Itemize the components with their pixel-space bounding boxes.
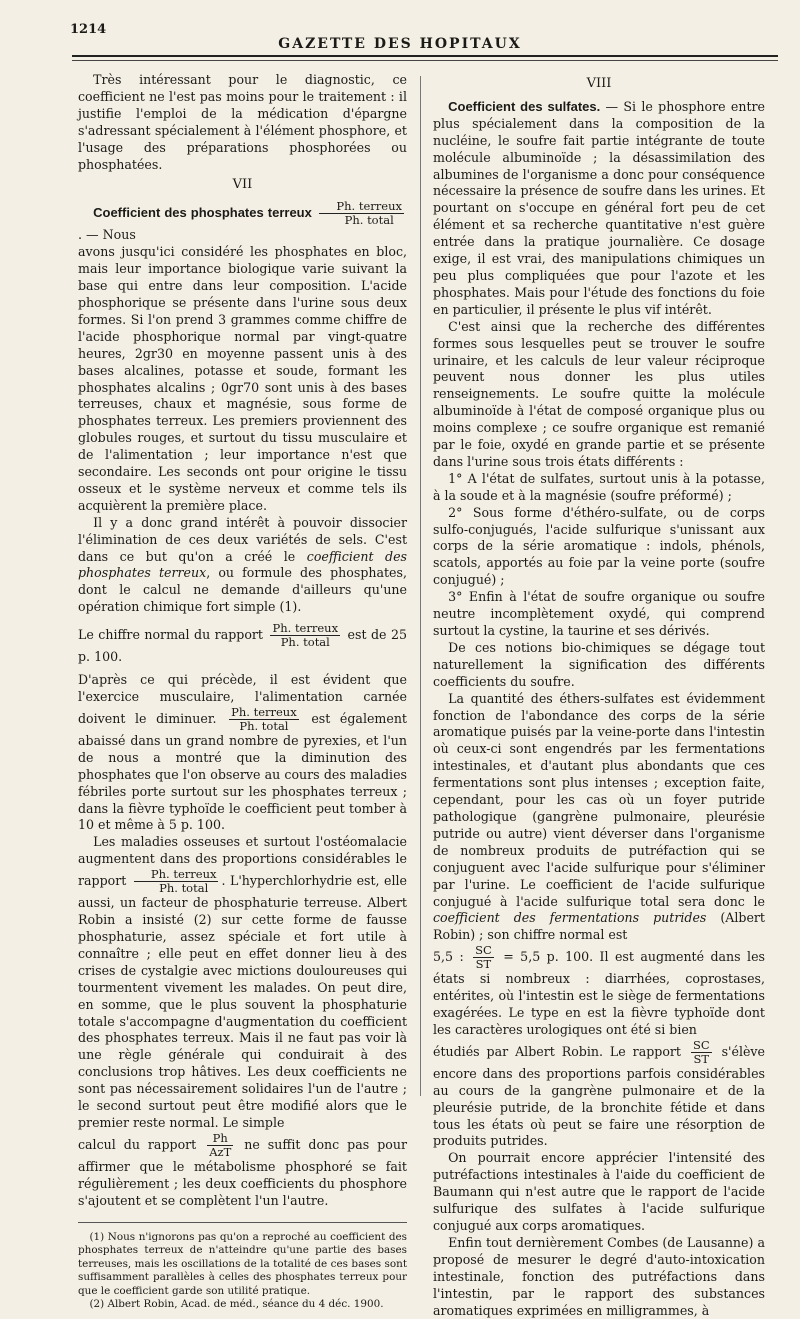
- text-span: est également abaissé dans un grand nombre de pyrexies, et l'un de nous a montré que la diminution des phosphates que l'on observe au cours des maladies fébriles porte surtout sur les phosphates terreux ; dans la fièvre typhoïde le coefficient peut tomber à 10 et même à 5 p. 100.: [78, 710, 407, 833]
- right-column: [433, 72, 765, 1319]
- text-span: , ou formule des phosphates, dont le calcul ne demande d'ailleurs qu'une opération chimique fort simple (1).: [78, 565, 407, 615]
- fraction-denominator: Ph. total: [159, 881, 209, 896]
- text-span: ne suffit donc pas pour affirmer que le métabolisme phosphoré se fait régulièrement ; les deux coefficients du phosphore s'ajoutent et se complètent l'un l'autre.: [78, 1136, 407, 1208]
- text-span: calcul du rapport: [78, 1136, 197, 1152]
- paragraph-sc-st: [433, 944, 765, 1039]
- fraction-denominator: Ph. total: [344, 213, 394, 228]
- page-number: 1214: [70, 22, 107, 37]
- sc-st-fraction: [473, 944, 494, 971]
- header-rule-thin: [72, 60, 778, 61]
- ratio-fraction: [229, 706, 299, 733]
- text-span: . L'hyperchlorhydrie est, elle aussi, un facteur de phosphaturie terreuse. Albert Robin a insisté (2) sur cette forme de fausse phosphaturie, assez spéciale et fort utile à connaître ; elle peut en effet donner lieu à des crises de cystalgie avec mictions douloureuses qui tourmentent vivement les malades. On peut dire, en somme, que le plus souvent la phosphaturie totale s'accompagne d'augmentation du coefficient des phosphates terreux. Mais il ne faut pas voir là une règle générale qui conduirait à des conclusions trop hâtives. Les deux coefficients ne sont pas nécessairement solidaires l'un de l'autre ; le second surtout peut être modifié alors que le premier reste normal. Le simple: [78, 873, 407, 1130]
- fraction-numerator: Ph. terreux: [231, 704, 297, 719]
- text-span: étudiés par Albert Robin. Le rapport: [433, 1043, 681, 1059]
- footnote-1: (1) Nous n'ignorons pas qu'on a reproché au coefficient des phosphates terreux de n'atteindre qu'une partie des bases terreuses, mais les oscillations de la totalité de ces bases sont suffisamment parallèles à celles des phosphates terreux pour que le coefficient garde son utilité pratique.: [78, 1230, 407, 1297]
- ph-azt-fraction: [207, 1132, 233, 1159]
- fraction-numerator: SC: [475, 943, 492, 958]
- footnote-rule: [78, 1222, 407, 1223]
- section-viii-lead: [433, 99, 765, 319]
- ratio-fraction: [134, 868, 219, 895]
- fraction-numerator: SC: [692, 1037, 710, 1052]
- journal-title: GAZETTE DES HOPITAUX: [278, 36, 522, 52]
- list-item-3: 3° Enfin à l'état de soufre organique ou soufre neutre incomplètement oxydé, qui comprend surtout la cystine, la taurine et ses dérivés.: [433, 589, 765, 638]
- paragraph-notions: De ces notions bio-chimiques se dégage tout naturellement la signification des différents coefficients du soufre.: [433, 639, 765, 689]
- fraction-denominator: ST: [475, 957, 492, 972]
- fraction-denominator: Ph. total: [280, 635, 330, 650]
- column-divider: [420, 76, 421, 1096]
- paragraph-combes: Enfin tout dernièrement Combes (de Lausanne) a proposé de mesurer le degré d'auto-intoxication intestinale, fonction des putréfactions dans l'intestin, par le rapport des substances aromatiques exprimées en milligrammes, à: [433, 1234, 765, 1318]
- paragraph-recherche-soufre: C'est ainsi que la recherche des différentes formes sous lesquelles peut se trouver le soufre urinaire, et les calculs de leur valeur réciproque peuvent nous donner les plus utiles renseignements. Le soufre quitte la molécule albuminoïde à l'état de composé organique plus ou moins complexe ; ce soufre organique est remanié par le foie, oxydé en grande partie et se présente dans l'urine sous trois états différents :: [433, 318, 765, 469]
- section-viii-subtitle: Coefficient des sulfates.: [448, 98, 601, 114]
- page-header: [0, 0, 800, 64]
- footnote-2: (2) Albert Robin, Acad. de méd., séance du 4 déc. 1900.: [89, 1298, 384, 1311]
- paragraph-exercice: [78, 672, 407, 834]
- text-span: est de 25 p. 100.: [78, 627, 408, 665]
- section-vii-dash: . — Nous: [78, 227, 136, 243]
- section-viii-heading: VIII: [586, 76, 612, 91]
- fraction-denominator: ST: [693, 1051, 710, 1066]
- text-span: La quantité des éthers-sulfates est évidemment fonction de l'abondance des corps de la série aromatique puisés par la veine-porte dans l'intestin où ceux-ci sont engendrés par les fermentations intestinales, et d'autant plus abondants que ces fermentations sont plus intenses ; exception faite, cependant, pour les cas où un foyer putride pathologique (gangrène pulmonaire, pleurésie putride ou autre) vient déverser dans l'organisme de nombreux produits de putréfaction qui se conjuguent avec l'acide sulfurique pour s'éliminer par l'urine. Le coefficient de l'acide sulfurique conjugué à l'acide sulfurique total sera donc le: [433, 690, 765, 909]
- fraction-numerator: Ph. terreux: [134, 868, 219, 882]
- ratio-fraction: [270, 622, 340, 649]
- paragraph-ethers-sulfates: [433, 691, 765, 945]
- text-span: D'après ce qui précède, il est évident que l'exercice musculaire, l'alimentation carnée doivent le diminuer.: [78, 672, 407, 726]
- fraction-numerator: Ph. terreux: [272, 621, 339, 636]
- fraction-denominator: Ph. total: [239, 718, 289, 733]
- sc-st-fraction: [691, 1039, 712, 1066]
- text-span: s'élève encore dans des proportions parfois considérables au cours de la gangrène pulmonaire et de la pleurésie putride, de la bronchite fétide et dans tous les états où peut se faire une résorption de produits putrides.: [433, 1043, 765, 1149]
- paragraph-maladies-osseuses: [78, 834, 407, 1132]
- list-item-1: 1° A l'état de sulfates, surtout unis à la potasse, à la soude et à la magnésie (soufre préformé) ;: [433, 470, 765, 503]
- header-rule-thick: [72, 55, 778, 57]
- emphasis-coefficient-fermentations: coefficient des fermentations putrides: [433, 910, 707, 926]
- text-span: (Albert Robin) ; son chiffre normal est: [433, 910, 765, 943]
- fraction-numerator: Ph: [207, 1132, 233, 1146]
- text-span: 5,5 :: [433, 949, 464, 965]
- ratio-fraction: [319, 200, 404, 227]
- paragraph-calcul: [78, 1132, 407, 1210]
- list-item-2: 2° Sous forme d'éthéro-sulfate, ou de corps sulfo-conjugués, l'acide sulfurique s'unissant aux corps de la série aromatique : indols, phénols, scatols, apportés au foie par la veine porte (soufre conjugué) ;: [433, 504, 765, 588]
- equation-normal-ratio: [78, 622, 407, 666]
- text-span: Les maladies osseuses et surtout l'ostéomalacie augmentent dans des proportions considérables le rapport: [78, 834, 407, 889]
- fraction-numerator: Ph. terreux: [319, 200, 404, 214]
- text-span: Il y a donc grand intérêt à pouvoir dissocier l'élimination de ces deux variétés de sels. C'est dans ce but qu'on a créé le: [78, 514, 407, 564]
- section-vii-subtitle: Coefficient des phosphates terreux: [93, 205, 312, 221]
- intro-paragraph: Très intéressant pour le diagnostic, ce coefficient ne l'est pas moins pour le traitement : il justifie l'emploi de la médication d'épargne s'adressant spécialement à l'élément phosphore, et l'usage des préparations phosphorées ou phosphatées.: [78, 72, 407, 172]
- fraction-denominator: AzT: [209, 1144, 232, 1159]
- emphasis-coefficient: coefficient des phosphates terreux: [78, 548, 407, 581]
- paragraph-phosphates: avons jusqu'ici considéré les phosphates en bloc, mais leur importance biologique varie suivant la base qui entre dans leur composition. L'acide phosphorique se présente dans l'urine sous deux formes. Si l'on prend 3 grammes comme chiffre de l'acide phosphorique normal par vingt-quatre heures, 2gr30 en moyenne passent unis à des bases alcalines, potasse et soude, formant les phosphates alcalins ; 0gr70 sont unis à des bases terreuses, chaux et magnésie, sous forme de phosphates terreux. Les premiers proviennent des globules rouges, et surtout du tissu musculaire et de l'alimentation ; leur importance n'est que secondaire. Les seconds ont pour origine le tissu osseux et le système nerveux et comme tels ils acquièrent la première place.: [78, 244, 407, 513]
- section-vii-lead: [78, 200, 407, 244]
- text-span: = 5,5 p. 100. Il est augmenté dans les états si nombreux : diarrhées, coprostases, entérites, où l'intestin est le siège de fermentations exagérées. Le type en est la fièvre typhoïde dont les caractères urologiques ont été si bien: [433, 949, 765, 1037]
- paragraph-baumann: On pourrait encore apprécier l'intensité des putréfactions intestinales à l'aide du coefficient de Baumann qui n'est autre que le rapport de l'acide sulfurique des sulfates à l'acide sulfurique conjugué aux corps aromatiques.: [433, 1150, 765, 1233]
- section-vii-heading: VII: [232, 177, 253, 193]
- text-span: — Si le phosphore entre plus spécialement dans la composition de la nucléine, le soufre fait partie intégrante de toute molécule albuminoïde ; la désassimilation des albumines de l'organisme a donc pour conséquence nécessaire la présence de soufre dans les urines. Et pourtant on s'occupe en général fort peu de cet élément et sa recherche quantitative n'est guère entrée dans la pratique journalière. Ce dosage exige, il est vrai, des manipulations chimiques un peu plus compliquées que pour l'azote et les phosphates. Mais pour l'étude des fonctions du foie en particulier, il présente le plus vif intérêt.: [433, 98, 765, 317]
- left-column: [78, 72, 407, 1312]
- paragraph-rapport-sc-st: [433, 1039, 765, 1151]
- text-span: Le chiffre normal du rapport: [78, 627, 263, 643]
- paragraph-dissocier: [78, 515, 407, 616]
